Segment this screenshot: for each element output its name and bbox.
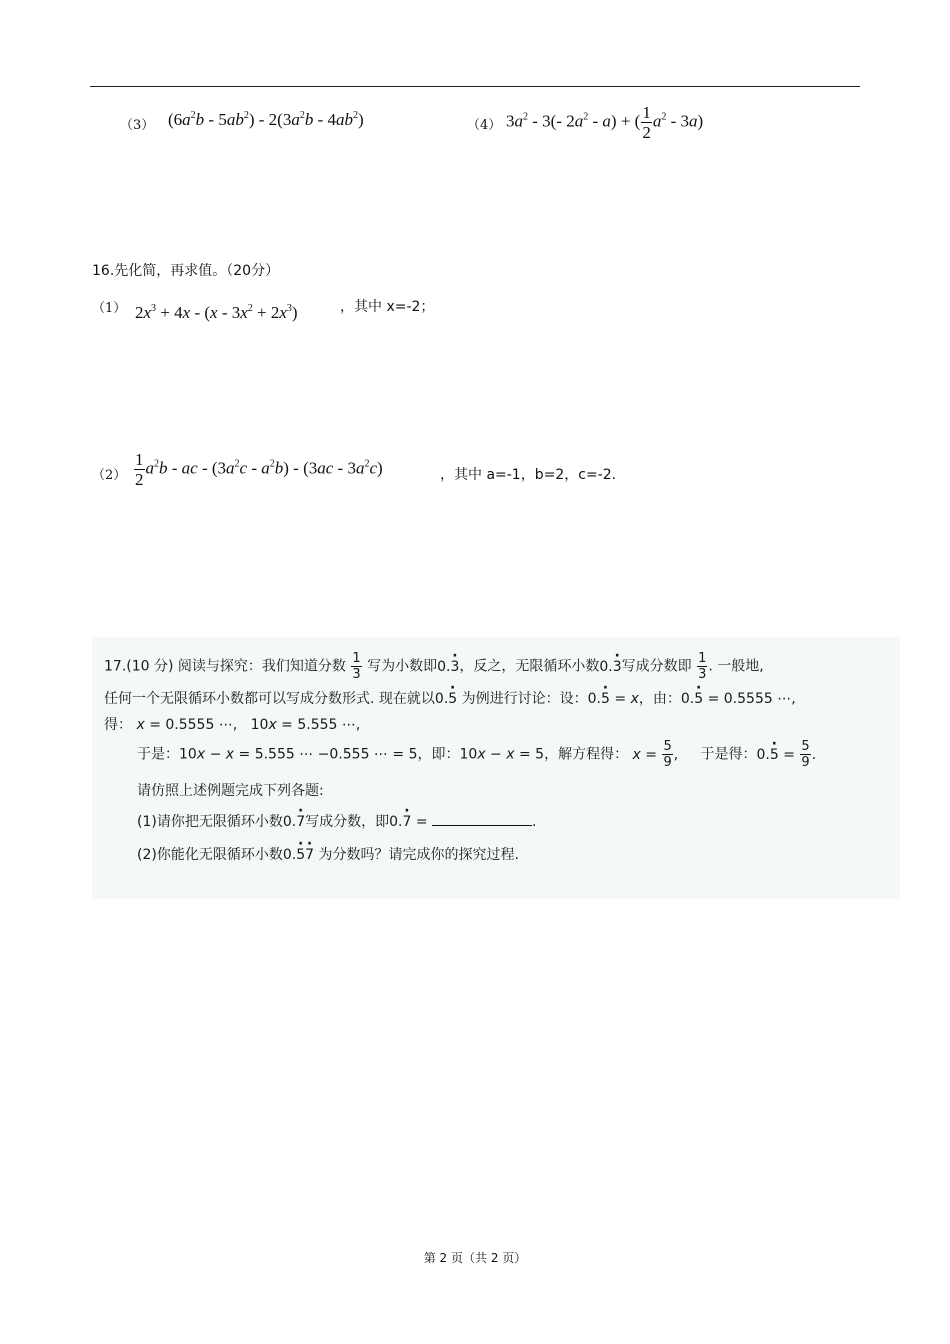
q17-line1-text-c: ，反之，无限循环小数 xyxy=(459,658,600,675)
q17-line4-text-d: 于是得： xyxy=(700,746,757,763)
q17-line2-text-b: 为例进行讨论：设： xyxy=(461,691,588,707)
q17-repeating-0-7b: 0.· 7 = xyxy=(389,814,432,830)
q17-line-5: 请仿照上述例题完成下列各题: xyxy=(137,783,324,799)
q17-line6-text-b: 写成分数，即 xyxy=(305,814,390,830)
q17-line-7 xyxy=(137,844,519,864)
q17-line-3 xyxy=(104,714,360,734)
q15-part4-expression: $3a^2 - 3(-$ $2a^2 - a$) + ( $\frac{1}{2}$ $a^2 - 3a$) xyxy=(506,103,704,142)
q17-line6-text-a: (1)请你把无限循环小数 xyxy=(137,814,283,830)
q15-part4-label: （4） xyxy=(467,118,502,133)
header-rule xyxy=(90,86,860,87)
q16-part2-condition: ，其中 a=-1，b=2，c=-2. xyxy=(440,467,617,483)
q17-subtract: 10x − x = 5.555 ⋯ −0.555 ⋯ = 5 xyxy=(179,746,418,763)
q17-line1-text-d: 写成分数即 xyxy=(621,658,692,675)
q17-repeating-0-3b: 0.· 3 xyxy=(599,659,621,675)
q17-line7-text-b: 为分数吗？请完成你的探究过程. xyxy=(318,847,519,863)
q17-x-value: x = 0.5555 ⋯, 10x = 5.555 ⋯, xyxy=(136,717,361,733)
q15-part3-expression: $(6a^2b - 5ab^2) - 2(3a^2b - 4ab^2)$ xyxy=(168,110,364,129)
q17-line4-text-c: ，解方程得： xyxy=(544,746,629,763)
q17-repeating-0-7: 0.· 7 xyxy=(283,814,305,830)
q16-part1-condition: ，其中 x=-2； xyxy=(340,299,435,315)
q17-line1-text-b: 写为小数即 xyxy=(367,658,438,675)
q17-line2-text-c: ，由： xyxy=(638,691,681,707)
q15-part3-label: （3） xyxy=(120,118,155,133)
q17-fraction-one-third-b: $\frac{1}{3}$ xyxy=(698,651,707,682)
q16-part2-label: （2） xyxy=(92,468,127,483)
q17-answer-blank[interactable] xyxy=(432,811,532,826)
page-footer: 第 2 页（共 2 页） xyxy=(423,1251,527,1265)
q17-set-x: 0.· 5 = x xyxy=(588,691,639,707)
q17-equation: 10x − x = 5 xyxy=(459,746,545,763)
q17-line4-text-a: 于是： xyxy=(137,746,179,763)
q17-repeating-0-5: 0.· 5 xyxy=(435,691,457,707)
q17-line-4 xyxy=(137,740,816,769)
q17-line1-text-e: . 一般地, xyxy=(708,658,764,675)
q17-solution: x = $\frac{5}{9}$ , xyxy=(632,739,679,770)
q16-part1-expression: $2x^3 + 4x - (x - 3x^2 + 2x^3)$ xyxy=(135,303,298,322)
q17-line-6: (1)请你把无限循环小数0.· 7写成分数，即0.· 7 = . xyxy=(137,811,537,831)
q17-repeating-0-57: 0.· 5· 7 xyxy=(283,847,314,863)
q17-line7-text-a: (2)你能化无限循环小数 xyxy=(137,847,283,863)
q17-repeating-0-3: 0.· 3 xyxy=(437,659,459,675)
q16-part1-label: （1） xyxy=(92,301,127,316)
q17-fraction-one-third: $\frac{1}{3}$ xyxy=(352,651,361,682)
q17-line-1 xyxy=(104,652,764,681)
q16-title: 16.先化简，再求值。（20分） xyxy=(92,263,280,279)
q17-line3-text: 得： xyxy=(104,717,132,733)
q17-line4-text-b: ，即： xyxy=(417,746,460,763)
q16-part2-expression: $\frac{1}{2}$ $a^2b$ - ac - $(3a^2c - a^2b) - (3ac - 3a^2c)$ xyxy=(135,450,383,489)
q17-result: 0.· 5 = $\frac{5}{9}$ . xyxy=(756,747,816,763)
q17-line2-text-a: 任何一个无限循环小数都可以写成分数形式. 现在就以 xyxy=(104,691,435,707)
q17-line1-text-a: 17.(10 分) 阅读与探究：我们知道分数 xyxy=(104,658,346,675)
q17-expand: 0.· 5 = 0.5555 ⋯, xyxy=(681,691,796,707)
q17-line-2 xyxy=(104,688,796,708)
